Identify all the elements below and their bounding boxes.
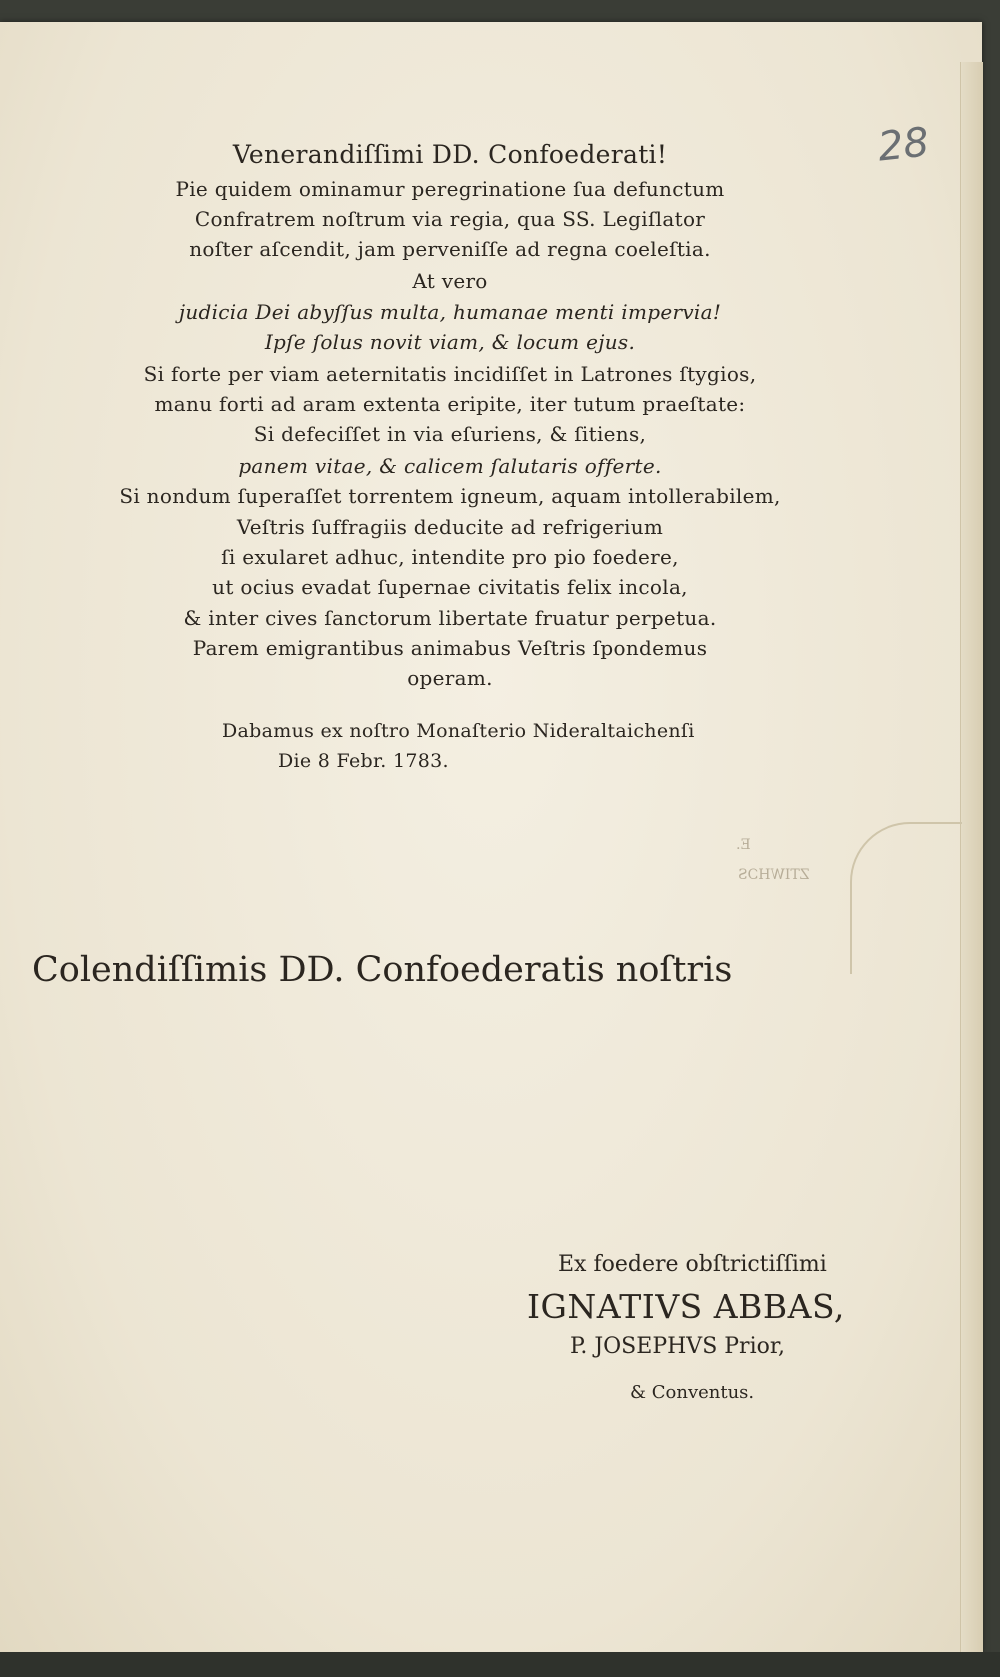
letter-line: Veſtris ſuffragiis deducite ad refrigerium bbox=[236, 515, 664, 539]
page-fold-edge bbox=[960, 62, 983, 1672]
letter-line: judicia Dei abyſſus multa, humanae menti impervia! bbox=[178, 300, 722, 324]
salutation: Venerandiſſimi DD. Confoederati! bbox=[232, 140, 668, 169]
signature-line: Ex foedere obſtrictiſſimi bbox=[558, 1252, 827, 1277]
folio-number: 28 bbox=[875, 119, 932, 171]
letter-line: manu forti ad aram extenta eripite, iter tutum praeſtate: bbox=[154, 392, 746, 416]
letter-line: ſi exularet adhuc, intendite pro pio foedere, bbox=[221, 545, 679, 569]
letter-line: Confratrem noſtrum via regia, qua SS. Legiſlator bbox=[194, 207, 706, 231]
scan-background bbox=[0, 1652, 1000, 1677]
signature-name: IGNATIVS ABBAS, bbox=[527, 1287, 845, 1326]
letter-line: panem vitae, & calicem ſalutaris offerte. bbox=[238, 454, 662, 478]
signature-conventus: & Conventus. bbox=[630, 1382, 755, 1403]
date-line-2: Die 8 Febr. 1783. bbox=[278, 750, 449, 772]
letter-line: Si defeciſſet in via eſuriens, & ſitiens, bbox=[253, 422, 647, 446]
letter-line: & inter cives ſanctorum libertate fruatur perpetua. bbox=[183, 606, 717, 630]
stamp-mark: ZTIWHƆS bbox=[738, 867, 810, 883]
letter-line: ut ocius evadat ſupernae civitatis felix incola, bbox=[212, 575, 688, 599]
letter-line: At vero bbox=[412, 269, 488, 293]
letter-line: Parem emigrantibus animabus Veſtris ſpondemus bbox=[192, 636, 708, 660]
address-line: Colendiſſimis DD. Confoederatis noſtris bbox=[32, 950, 733, 990]
letter-line: Pie quidem ominamur peregrinatione ſua defunctum bbox=[175, 177, 725, 201]
letter-line: operam. bbox=[407, 666, 493, 690]
date-line-1: Dabamus ex noſtro Monaſterio Nideraltaichenſi bbox=[222, 720, 695, 742]
signature-prior: P. JOSEPHVS Prior, bbox=[570, 1334, 785, 1359]
document-page bbox=[0, 22, 982, 1652]
letter-line: Si nondum ſuperaſſet torrentem igneum, aquam intollerabilem, bbox=[119, 484, 781, 508]
stamp-mark: E. bbox=[736, 837, 751, 853]
paper-tear bbox=[850, 822, 962, 974]
letter-line: Ipſe ſolus novit viam, & locum ejus. bbox=[264, 330, 636, 354]
letter-line: noſter aſcendit, jam perveniſſe ad regna coeleſtia. bbox=[189, 237, 711, 261]
letter-line: Si forte per viam aeternitatis incidiſſet in Latrones ſtygios, bbox=[143, 362, 757, 386]
